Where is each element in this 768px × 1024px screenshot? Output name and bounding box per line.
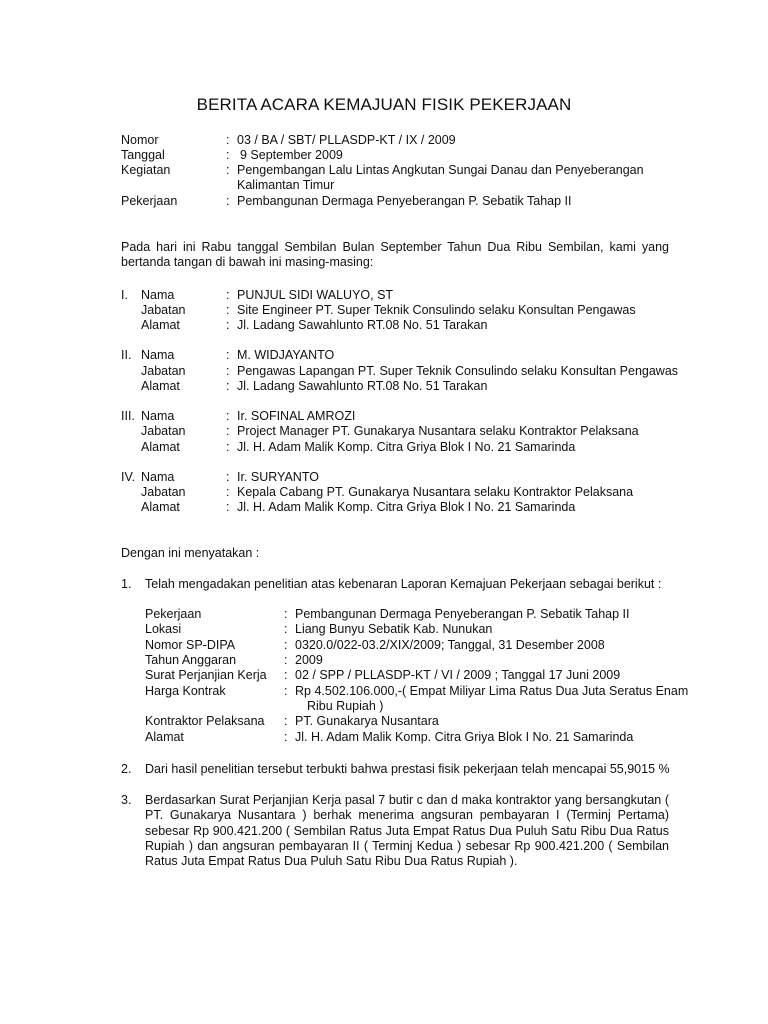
detail-value: 02 / SPP / PLLASDP-KT / VI / 2009 ; Tanggal 17 Juni 2009	[295, 668, 621, 682]
party-colon: :	[226, 470, 230, 484]
header-label-pekerjaan: Pekerjaan	[121, 194, 178, 208]
point2-text: Dari hasil penelitian tersebut terbukti bahwa prestasi fisik pekerjaan telah mencapai 55,9015 %	[145, 762, 670, 776]
point3-text: Berdasarkan Surat Perjanjian Kerja pasal 7 butir c dan d maka kontraktor yang bersangkutan ( PT. Gunakarya Nusantara ) berhak menerima angsuran pembayaran I (Terminj Pertama) sebesar Rp 900.421.200 ( Sembilan Ratus Juta Empat Ratus Dua Puluh Satu Ribu Dua Ratus Rupiah ) dan angsuran pembayaran II ( Terminj Kedua ) sebesar Rp 900.421.200 ( Sembilan Ratus Juta Empat Ratus Dua Puluh Satu Ribu Dua Ratus Rupiah ).	[145, 793, 669, 869]
party-label-jabatan: Jabatan	[141, 485, 186, 499]
detail-colon: :	[284, 638, 288, 652]
detail-colon: :	[284, 730, 288, 744]
detail-colon: :	[284, 653, 288, 667]
header-label-tanggal: Tanggal	[121, 148, 165, 162]
header-colon: :	[226, 148, 230, 162]
detail-colon: :	[284, 714, 288, 728]
detail-label: Nomor SP-DIPA	[145, 638, 236, 652]
party-colon: :	[226, 364, 230, 378]
party-colon: :	[226, 303, 230, 317]
header-value-kegiatan: Pengembangan Lalu Lintas Angkutan Sungai Danau dan Penyeberangan	[237, 163, 644, 177]
header-value-nomor: 03 / BA / SBT/ PLLASDP-KT / IX / 2009	[237, 133, 456, 147]
party-label-nama: Nama	[141, 288, 175, 302]
party-label-alamat: Alamat	[141, 500, 180, 514]
detail-colon: :	[284, 684, 288, 698]
party-label-nama: Nama	[141, 409, 175, 423]
header-label-nomor: Nomor	[121, 133, 159, 147]
party-alamat: Jl. Ladang Sawahlunto RT.08 No. 51 Tarakan	[237, 379, 488, 393]
header-value-tanggal: 9 September 2009	[240, 148, 343, 162]
party-colon: :	[226, 409, 230, 423]
party-jabatan: Kepala Cabang PT. Gunakarya Nusantara selaku Kontraktor Pelaksana	[237, 485, 634, 499]
detail-value: PT. Gunakarya Nusantara	[295, 714, 439, 728]
detail-value: Liang Bunyu Sebatik Kab. Nunukan	[295, 622, 493, 636]
party-colon: :	[226, 485, 230, 499]
party-colon: :	[226, 318, 230, 332]
detail-label: Lokasi	[145, 622, 182, 636]
header-colon: :	[226, 133, 230, 147]
party-colon: :	[226, 288, 230, 302]
detail-value-cont: Ribu Rupiah )	[307, 699, 384, 713]
party-number: III.	[121, 409, 135, 423]
party-nama: PUNJUL SIDI WALUYO, ST	[237, 288, 394, 302]
intro-paragraph: Pada hari ini Rabu tanggal Sembilan Bulan September Tahun Dua Ribu Sembilan, kami yang bertanda tangan di bawah ini masing-masing:	[121, 240, 669, 270]
party-label-jabatan: Jabatan	[141, 424, 186, 438]
point-number: 3.	[121, 793, 132, 807]
party-number: IV.	[121, 470, 136, 484]
detail-label: Alamat	[145, 730, 184, 744]
header-value-pekerjaan: Pembangunan Dermaga Penyeberangan P. Sebatik Tahap II	[237, 194, 572, 208]
detail-colon: :	[284, 607, 288, 621]
detail-value: 0320.0/022-03.2/XIX/2009; Tanggal, 31 Desember 2008	[295, 638, 605, 652]
party-colon: :	[226, 424, 230, 438]
header-value-kegiatan-cont: Kalimantan Timur	[237, 178, 335, 192]
detail-value: Pembangunan Dermaga Penyeberangan P. Sebatik Tahap II	[295, 607, 630, 621]
party-label-nama: Nama	[141, 348, 175, 362]
party-nama: Ir. SOFINAL AMROZI	[237, 409, 356, 423]
header-colon: :	[226, 163, 230, 177]
party-label-alamat: Alamat	[141, 440, 180, 454]
party-number: I.	[121, 288, 128, 302]
statement-text: Dengan ini menyatakan :	[121, 546, 260, 560]
party-colon: :	[226, 500, 230, 514]
party-colon: :	[226, 440, 230, 454]
party-alamat: Jl. H. Adam Malik Komp. Citra Griya Blok I No. 21 Samarinda	[237, 440, 576, 454]
detail-label: Harga Kontrak	[145, 684, 226, 698]
document-title: BERITA ACARA KEMAJUAN FISIK PEKERJAAN	[196, 95, 572, 114]
party-nama: Ir. SURYANTO	[237, 470, 319, 484]
point1-text: Telah mengadakan penelitian atas kebenaran Laporan Kemajuan Pekerjaan sebagai berikut :	[145, 577, 662, 591]
party-label-nama: Nama	[141, 470, 175, 484]
party-alamat: Jl. H. Adam Malik Komp. Citra Griya Blok I No. 21 Samarinda	[237, 500, 576, 514]
detail-colon: :	[284, 668, 288, 682]
header-label-kegiatan: Kegiatan	[121, 163, 171, 177]
detail-value: Rp 4.502.106.000,-( Empat Miliyar Lima Ratus Dua Juta Seratus Enam	[295, 684, 689, 698]
party-jabatan: Project Manager PT. Gunakarya Nusantara selaku Kontraktor Pelaksana	[237, 424, 639, 438]
detail-colon: :	[284, 622, 288, 636]
party-label-jabatan: Jabatan	[141, 364, 186, 378]
point-number: 1.	[121, 577, 132, 591]
party-jabatan: Site Engineer PT. Super Teknik Consulindo selaku Konsultan Pengawas	[237, 303, 636, 317]
detail-label: Surat Perjanjian Kerja	[145, 668, 267, 682]
detail-label: Tahun Anggaran	[145, 653, 237, 667]
point-number: 2.	[121, 762, 132, 776]
party-colon: :	[226, 348, 230, 362]
party-alamat: Jl. Ladang Sawahlunto RT.08 No. 51 Tarakan	[237, 318, 488, 332]
party-label-alamat: Alamat	[141, 379, 180, 393]
party-label-jabatan: Jabatan	[141, 303, 186, 317]
party-label-alamat: Alamat	[141, 318, 180, 332]
party-nama: M. WIDJAYANTO	[237, 348, 335, 362]
detail-value: Jl. H. Adam Malik Komp. Citra Griya Blok I No. 21 Samarinda	[295, 730, 634, 744]
party-colon: :	[226, 379, 230, 393]
header-colon: :	[226, 194, 230, 208]
detail-label: Pekerjaan	[145, 607, 202, 621]
detail-value: 2009	[295, 653, 323, 667]
detail-label: Kontraktor Pelaksana	[145, 714, 265, 728]
party-jabatan: Pengawas Lapangan PT. Super Teknik Consulindo selaku Konsultan Pengawas	[237, 364, 679, 378]
party-number: II.	[121, 348, 132, 362]
